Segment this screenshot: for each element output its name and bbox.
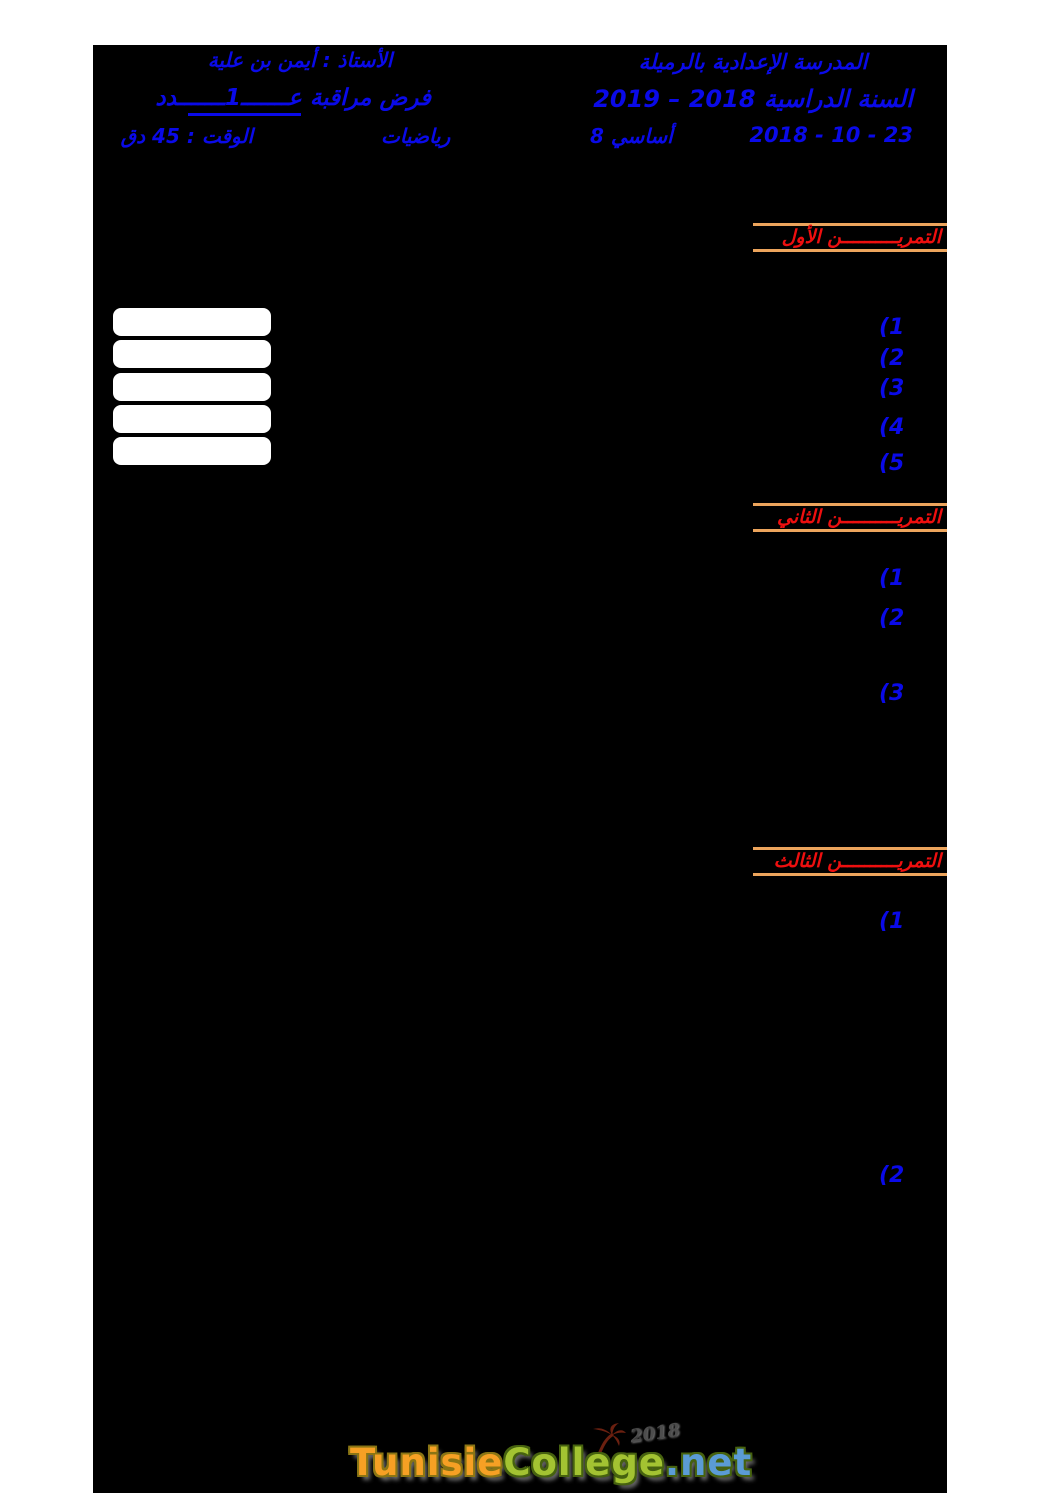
exam-number-underline [188, 113, 301, 116]
subject-label: رياضيات [381, 124, 451, 148]
exercise-1-item-1: (1 [879, 315, 905, 340]
exercise-3-item-2: (2 [879, 1163, 905, 1188]
teacher-name: الأستاذ : أيمن بن علية [207, 48, 393, 72]
logo-part-tunisie: Tunisie [350, 1441, 504, 1484]
exercise-2-item-2: (2 [879, 606, 905, 631]
exercise-1-heading: التمريــــــــــن الأول [753, 223, 947, 252]
logo-year: 2018 [628, 1419, 682, 1448]
logo-part-college: College [503, 1441, 665, 1484]
exam-number-title: فرض مراقبة عـــــــ1ـــــــدد [155, 85, 431, 111]
answer-box [113, 437, 271, 465]
exercise-2-item-3: (3 [879, 681, 905, 706]
exercise-2-heading: التمريــــــــــن الثاني [753, 503, 947, 532]
exercise-1-item-5: (5 [879, 451, 905, 476]
exercise-1-item-3: (3 [879, 376, 905, 401]
answer-box [113, 373, 271, 401]
tunisiecollege-logo [348, 1419, 753, 1497]
duration-label: الوقت : 45 دق [120, 124, 253, 148]
school-year: السنة الدراسية 2018 – 2019 [593, 85, 913, 113]
exercise-3-item-1: (1 [879, 909, 905, 934]
exam-date: 23 - 10 - 2018 [749, 123, 913, 147]
answer-box [113, 308, 271, 336]
grade-level: 8 أساسي [590, 124, 673, 148]
school-name: المدرسة الإعدادية بالرميلة [638, 50, 868, 74]
exercise-3-heading: التمريــــــــــن الثالث [753, 847, 947, 876]
logo-part-net: .net [664, 1441, 753, 1484]
answer-box [113, 340, 271, 368]
exercise-1-item-2: (2 [879, 346, 905, 371]
logo-wordmark [350, 1441, 752, 1484]
exercise-1-item-4: (4 [879, 415, 905, 440]
exercise-2-item-1: (1 [879, 566, 905, 591]
answer-box [113, 405, 271, 433]
scanned-exam-sheet [93, 45, 947, 1493]
